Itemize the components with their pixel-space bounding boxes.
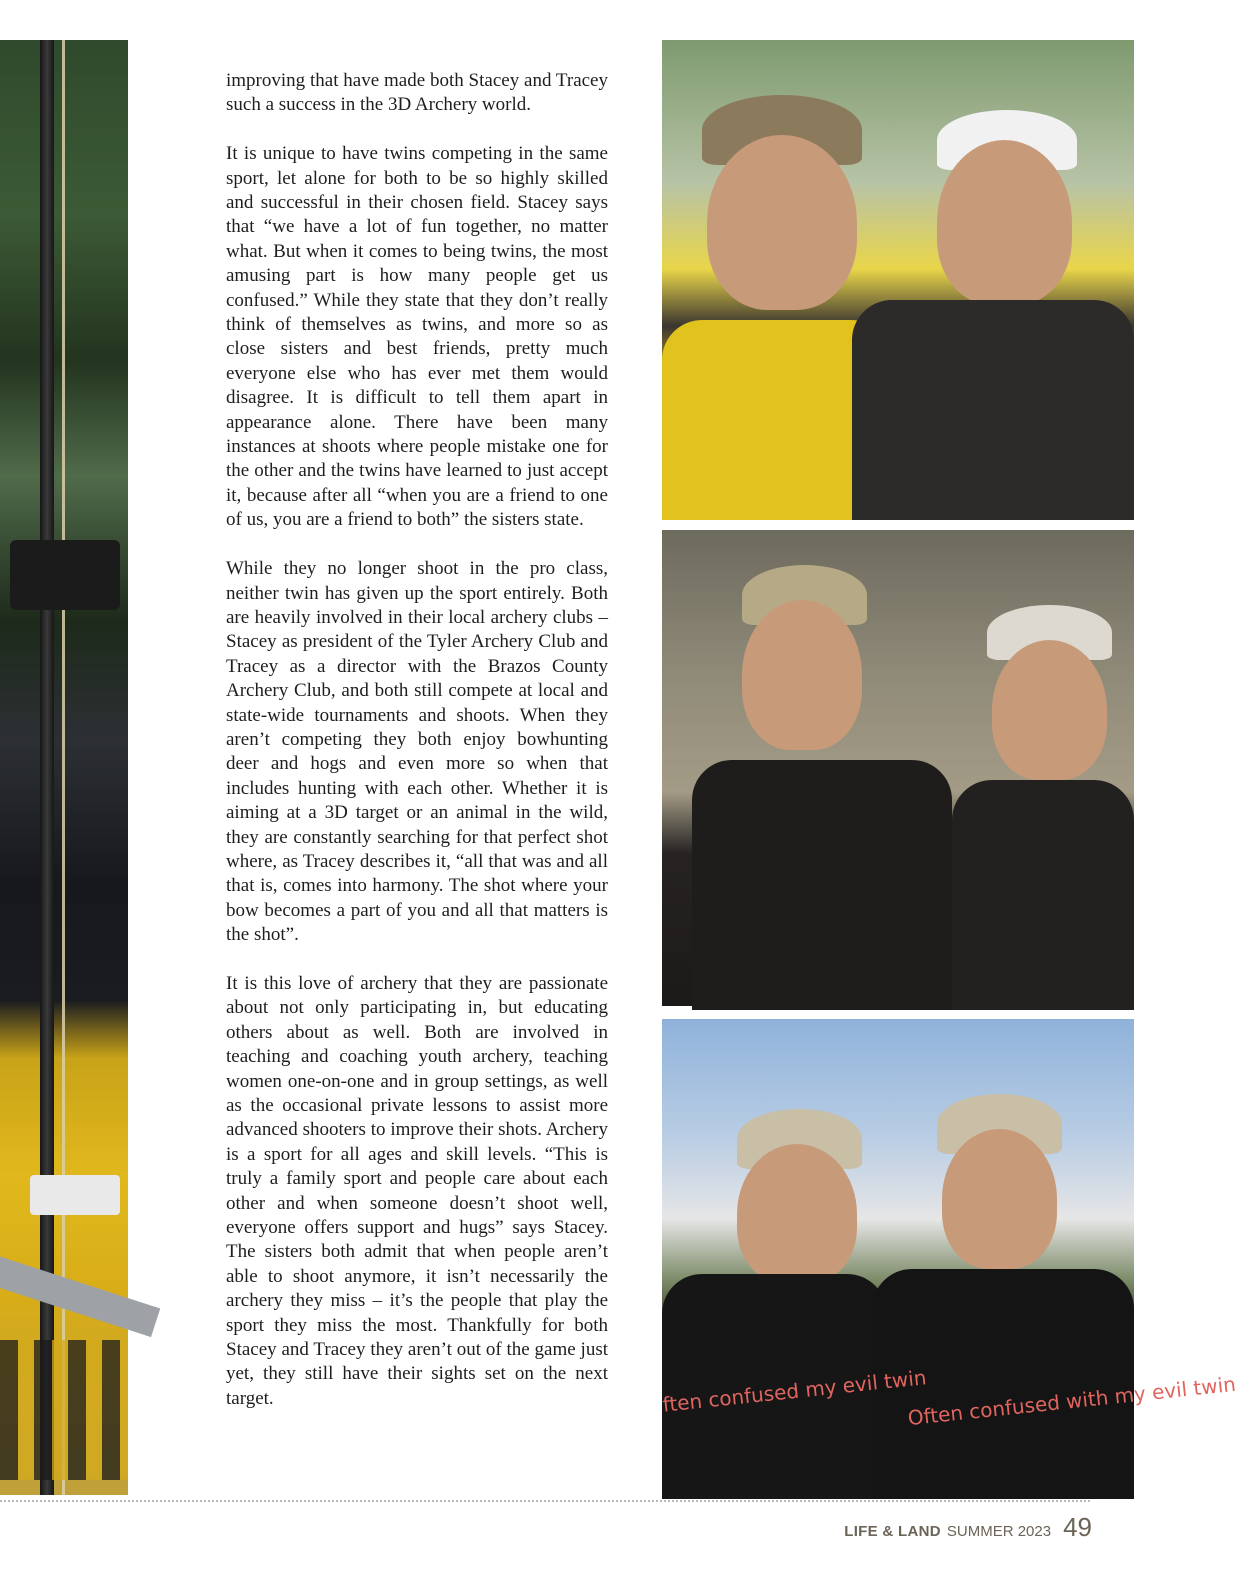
paragraph: It is unique to have twins competing in the same sport, let alone for both to be so highly skilled and successful in their chosen field. Stacey says that “we have a lot of fun together, no matter what. But when it comes to being twins, the most amusing part is how many people get us confused.” While they state that they don’t really think of themselves as twins, and more so as close sisters and best friends, pretty much everyone else who has ever met them would disagree. It is difficult to tell them apart in appearance alone. There have been many instances at shoots where people mistake one for the other and the twins have learned to just accept it, because after all “when you are a friend to one of us, you are a friend to both” the sisters state. — [226, 143, 608, 531]
twins-photo-tournament — [662, 40, 1134, 517]
issue-label: SUMMER 2023 — [946, 1523, 1052, 1540]
twins-photo-forest — [662, 530, 1134, 1006]
arrow-rest — [30, 1175, 120, 1215]
twin-face — [942, 1129, 1057, 1269]
twin-face — [707, 135, 857, 310]
footer-rule — [0, 1500, 1090, 1502]
paragraph: improving that have made both Stacey and Tracey such a success in the 3D Archery world. — [226, 70, 608, 116]
twin-face — [742, 600, 862, 750]
twins-photo-evil-twin-shirts — [661, 1019, 1237, 1495]
archer-bow-photo — [0, 40, 128, 1495]
magazine-name: LIFE & LAND — [844, 1523, 941, 1540]
page-number: 49 — [1063, 1512, 1092, 1542]
twin-face — [737, 1144, 857, 1284]
black-jersey — [692, 760, 952, 1010]
shirt-slogan: Often confused with my evil twin — [906, 1371, 1237, 1431]
paragraph: It is this love of archery that they are passionate about not only participating in, but educating others about as well. Both are involved in teaching and coaching youth archery, teaching women one-on-one and in group settings, as well as the occasional private lessons to assist more advanced shooters to improve their shots. Archery is a sport for all ages and skill levels. “This is truly a family sport and people care about each other and when someone doesn’t shoot well, everyone offers support and hugs” says Stacey. The sisters both admit that when people aren’t able to shoot anymore, it isn’t necessarily the archery they miss – it’s the people that play the sport they miss the most. Thankfully for both Stacey and Tracey they aren’t out of the game just yet, they still have their sights set on the next target. — [226, 972, 608, 1409]
stabilizer-rod — [0, 1253, 160, 1337]
jersey-lettering — [0, 1340, 128, 1480]
black-jersey — [852, 300, 1134, 520]
twin-face — [992, 640, 1107, 780]
black-jersey — [952, 780, 1134, 1010]
twin-face — [937, 140, 1072, 305]
page-footer — [844, 1512, 1092, 1543]
paragraph: While they no longer shoot in the pro class, neither twin has given up the sport entirely. Both are heavily involved in their local archery clubs – Stacey as president of the Tyler Archery Club and Tracey as a director with the Brazos County Archery Club, and both still compete at local and state-wide tournaments and shoots. When they aren’t competing they both enjoy bowhunting deer and hogs and even more so when that includes hunting with each other. Whether it is aiming at a 3D target or an animal in the wild, they are constantly searching for that perfect shot where, as Tracey describes it, “all that was and all that is, comes into harmony. The shot where your bow becomes a part of you and all that matters is the shot”. — [226, 558, 608, 946]
article-body — [226, 69, 608, 1436]
shirt-slogan: ften confused my evil twin — [661, 1365, 928, 1417]
bow-sight — [10, 540, 120, 610]
